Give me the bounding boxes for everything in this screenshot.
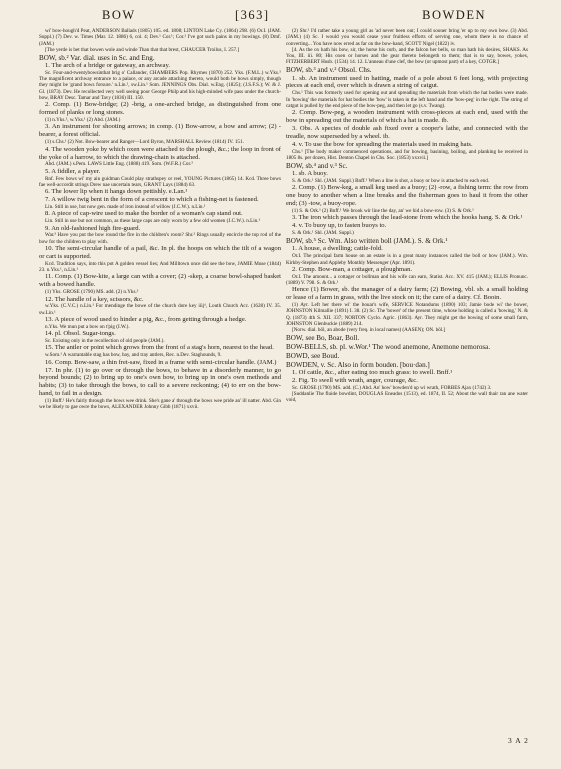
quotation-text: w.Som.¹ A warrantable stag has bow, bay, and tray antlers, Rec. n.Dev. Staghounds, 9. [45,352,222,359]
quotation-text: w.Yks. (C.V.C.) n.Lin.¹ For mendinge the bowe of the church dore key iiijᵈ, Louth Church Acc. (1628) IV. 35. sw.Lin.¹ [39,303,281,316]
signature-mark: 3 A 2 [508,736,529,745]
sense-definition: 3. The iron which passes through the lead-stone from which the hooks hang. S. & Ork.¹ [292,214,523,222]
quotation-text: (1) S. & Ork.¹ (2) Bnff.¹ We brook wir line the day, an' we hid a bow-row. (3) S. & Ork.¹ [292,208,474,215]
quotation-text: Abd. (JAM.) s.Pem. LAWS Little Eng. (1888) 419. Som. (W.F.R.) Cor.³ [45,161,193,168]
sense-definition: 9. An old-fashioned high fire-guard. [45,224,141,232]
sense-definition: 1. sb. An instrument used in hatting, made of a pole about 6 feet long, with projecting pieces at each end, over which is drawn a string of catgut. [286,74,528,90]
sense-definition: 7. A willow twig bent in the form of a crescent to which a fishing-net is fastened. [45,196,259,204]
quotation-text: (1) Bnff.¹ He's fairly through the bows wee drink. She's gane a' through the bows wee pride an' ill natter. Abd. Gin we be likely to gae owre the bows, ALEXANDER Johnny Gibb (1871) xxvii. [39,398,281,411]
quotation-text: Sc. GROSE (1790) MS. add. (C.) Abd. An' how' bowden'd up wi wrath, FORBES Ajax (1742) 3. [292,384,492,391]
entry-headword: BOW, sb.² Var. dial. uses in Sc. and Eng. [39,53,155,62]
quotation-text: [Norw. dial. bōl, an abode (very freq. in local names) (AASEN); ON. bōl.] [292,327,446,334]
header-last-word: BOWDEN [422,8,486,22]
sense-definition: 4. The wooden yoke by which oxen were attached to the plough, &c.; the loop in front of the yoke of a harrow, to which the drawing-chain is attached. [39,145,281,161]
sense-definition: 6. The lower lip when it hangs down pettishly. e.Lan.¹ [45,188,188,196]
sense-definition: 16. Comp. Bow-saw, a thin fret-saw, fixed in a frame with semi-circular handle. (JAM.) [45,358,277,366]
sense-definition: 2. Comp. Bow-man, a cottager, a ploughman. [292,265,413,273]
quotation-text: [Suddanlie The fluide bowdint, DOUGLAS Eneados (1513), ed. 1874, II. 52; About the wall thair ran ane water void, [286,390,528,404]
sense-definition: 5. A fiddler, a player. [45,167,101,175]
right-column [286,28,528,404]
sense-definition: 1. A house, a dwelling; cattle-fold. [292,245,383,253]
quotation-text: Chs.¹ This was formerly used for opening out and spreading the materials from which the hat bodies were made. In 'bowing' the materials for hat bodies the 'bow' is taken in the left hand and the 'bow-peg' in the right. The string of catgut is pulled by the end piece of the bow-peg, and then let go (s.v. Twang). [286,90,528,109]
sense-definition: 15. The antler or point which grows from the front of a stag's horn, nearest to the head. [45,344,274,352]
quotation-text: War.³ Have you put the bow round the fire in the children's room? Shr.² Rings usually encircle the top rod of the bow for the children to play with. [39,232,281,245]
quotation-text: [The yerde is bet that bowen wole and winde Than that that brest, CHAUCER Troilus, I. 257.] [45,46,240,53]
quotation-text: Sc. Existing only in the recollection of old people (JAM.). [45,338,165,345]
sense-definition: 13. A piece of wood used to hinder a pig, &c., from getting through a hedge. [45,316,247,324]
sense-definition: 10. The semi-circular handle of a pail, &c. In pl. the hoops on which the tilt of a wagon or cart is supported. [39,245,281,260]
quotation-text: wi' bow-hough'd Peat, ANDERSON Ballads (1805) 105. ed. 1808; LINTON Lake Cy. (1864) 298. (6) Or.I. (JAM. Suppl.) (7) Dev. w. Times (Mar. 12. 1886) 6, col. 4; Dev.¹ Cor.¹; Cor.² I've got such pains in my bowings. (8) Dmf. (JAM.) [39,28,281,47]
quotation-text: Or.I. The amount... a cottager or bollman and his wife can earn, Statist. Acc. XV. 415 (JAM.); ELLIS Pronunc. (1889) V. 798. S. & Ork.¹ [286,273,528,287]
entry-headword: BOW, sb.⁴ and v.³ Sc. [286,161,348,170]
quotation-text: Lin. Still in use but not common, as these large caps are only worn by a few old women (J.C.W.). n.Lin.¹ [45,218,261,225]
sense-definition: 2. Comp. (1) Bow-keg, a small keg used as a buoy; (2) -row, a fishing term: the row from one buoy to another when a line breaks and the fisherman goes to haul it from the other end; (3) -tow, a buoy-rope. [286,184,528,208]
sense-definition: 17. In phr. (1) to go over or through the bows, to behave in a disorderly manner, to go beyond bounds; (2) to bring up to one's own bow, to bring up in one's own methods and habits; (3) to take through the bows, to call to a severe reckoning; (4) to err on the bow-hand, to fail in a design. [39,366,281,398]
entry-headword: BOWD, see Boud. [286,351,340,360]
sense-definition: 2. Comp. Bow-peg, a wooden instrument with cross-pieces at each end, used with the bow in spreading out the materials of which a hat is made. ib. [286,109,528,125]
sense-definition: 8. A piece of cap-wire used to make the border of a woman's cap stand out. [45,210,243,218]
page-number: [363] [235,8,270,22]
entry-headword: BOW, sb.³ and v.² Obsol. Chs. [286,66,372,75]
left-column [39,28,281,411]
quotation-text: (2) Shr.¹ I'd rather take a young girl as 'ad never been out; I could sooner bring 'er up to my own bow. (3) Abd. (JAM.) (4) Sc. I would you would cease your fruitless efforts of serving one, whom there is no chance of converting... You have now erred as far on the bow-hand, SCOTT Nigel (1822) iv. [286,28,528,47]
sense-definition: 1. Of cattle, &c., after eating too much grass: to swell. Bnff.¹ [292,368,453,376]
entry-headword: BOWDEN, v. Sc. Also in form bouden. [bou·dən.] [286,360,430,369]
entry-headword: BOW-BELLS, sb. pl. w.Wor.¹ The wood anemone, Anemone nemorosa. [286,342,491,351]
sense-definition: 12. The handle of a key, scissors, &c. [45,295,144,303]
sense-definition: 14. pl. Obsol. Sugar-tongs. [45,330,116,338]
sense-definition: Hence (1) Bower, sb. the manager of a dairy farm; (2) Bowing, vbl. sb. a small holding or lease of a farm in grass, with the live stock on it; the care of a dairy. Cf. Booin. [286,286,528,302]
sense-definition: 1. sb. A buoy. [292,170,328,178]
sense-definition: 1. The arch of a bridge or gateway, an archway. [45,61,170,69]
sense-definition: 4. v. To use the bow for spreading the materials used in making hats. [292,140,473,148]
quotation-text: (1) Ayr. Left her there wi' the bouar's wife, SERVICE Notandums (1890) 103; Jamie bode wi' the bower, JOHNSTON Kilmallie (1891) I. 38. (2) Sc. The 'bower' of the present time, whose holding is called a 'bowing,' N. & Q. (1873) 4th S. XII. 337; NORTON Cyclo. Agric. (1863). Ayr. They might get the bowing of some small farm, JOHNSTON Glenbuckie (1889) 214. [286,302,528,328]
quotation-text: [4. As the ox hath his bow, sir, the horse his curb, and the falcon her bells, so man hath his desires, SHAKS. As You, III. iii. 80; His oxen or horses and the gear thereto belongeth to them; that is to say, bowes, yokes, FITZHERBERT Husb. (1534) 14. 12. L'anneau d'une clef, the bow (or upmost part) of a key, COTGR.] [286,46,528,66]
running-header [40,8,530,24]
quotation-text: Lin. Still in use, but now gen. made of iron instead of willow (J.C.W.). n.Lin.¹ [45,204,206,211]
quotation-text: Chs.¹ [The body maker commenced operations, and for bowing, basining, boiling, and planking he received in 1805 8s. per dozen, Hist. Denton Chapel in Chs. Soc. (1853) xxxvii.] [286,148,528,162]
header-first-word: BOW [102,8,136,22]
sense-definition: 2. Fig. To swell with wrath, anger, courage, &c. [292,376,418,384]
quotation-text: (1) n.Yks.², w.Yks.¹ (2) Abd. (JAM.) [45,117,121,124]
quotation-text: n.Yks. We mun put a bow on t'pig (I.W.). [45,323,130,330]
sense-definition: 11. Comp. (1) Bow-kite, a large can with a cover; (2) -skep, a coarse bowl-shaped basket with a bowed handle. [39,273,281,289]
quotation-text: Rnf. Few bows wi' my ain guidman Could play strathspey or reel, YOUNG Pictures (1865) 14. Kcd. Three bows fae well-accordit strings Drew nae uncertain tears, GRANT Lays (1884) 63. [39,175,281,188]
quotation-text: (1) Yks. GROSE (1790) MS. add. (2) n.Yks.² [45,289,139,296]
sense-definition: 3. An instrument for shooting arrows; in comp. (1) Bow-arrow, a bow and arrow; (2) -bearer, a forest official. [39,123,281,139]
sense-definition: 4. v. To buoy up, to fasten buoys to. [292,222,387,230]
entry-headword: BOW, see Bo, Boar, Boll. [286,334,360,343]
quotation-text: (1) s.Chs.¹ (2) Not. Bow-bearer and Ranger—Lord Byron, MARSHALL Review (1814) IV. 151. [45,139,244,146]
quotation-text: S. & Ork.¹ Shl. (JAM. Suppl.) Bnff.¹ When a line is shot, a buoy or bow is attached to each end. [292,178,490,185]
quotation-text: Or.I. The principal farm house on an estate is in a great many instances called the boll or bow (JAM.). Wm. Kirkby-Stephen and Appleby Monthly Messenger (Apr. 1891). [286,253,528,266]
entry-headword: BOW, sb.⁵ Sc. Wm. Also written boll (JAM.). S. & Ork.¹ [286,237,448,246]
quotation-text: S. & Ork.¹ Shl. (JAM. Suppl.) [292,230,354,237]
sense-definition: 3. Obs. A species of double ash fixed over a cooper's lathe, and connected with the treadle, now superseded by a wheel. ib. [286,125,528,140]
quotation-text: Kcd. Tradition says, into this pot A golden vessel lies; And Milltown once did see the bow, JAMIE Muse (1844) 23. n.Yks.¹, n.Lin.¹ [39,260,281,274]
sense-definition: 2. Comp. (1) Bow-bridge; (2) -brig, a one-arched bridge, as distinguished from one formed of planks or long stones. [39,101,281,117]
quotation-text: Sc. Four-and-twentybowsinthat brig o' Callander, CHAMBERS Pop. Rhymes (1870) 252. Yks. (F.M.L.) w.Yks.⁵ The magnificent archway entrance to a palace, or any arcade attaching thereto, would both be bows simply, though they might be 'grand bows forsure.' n.Lin.¹, sw.Lin.¹ Som. JENNINGS Obs. Dial. w.Eng. (1825); (J.S.F.S.); W. & J. Gl. (1873). Dev. He recollected very well seeing poor George Philp and his high-minded wife pass under the church-bow, BRAY Desc. Tamar and Tavy (1836) III. 150. [39,69,281,102]
